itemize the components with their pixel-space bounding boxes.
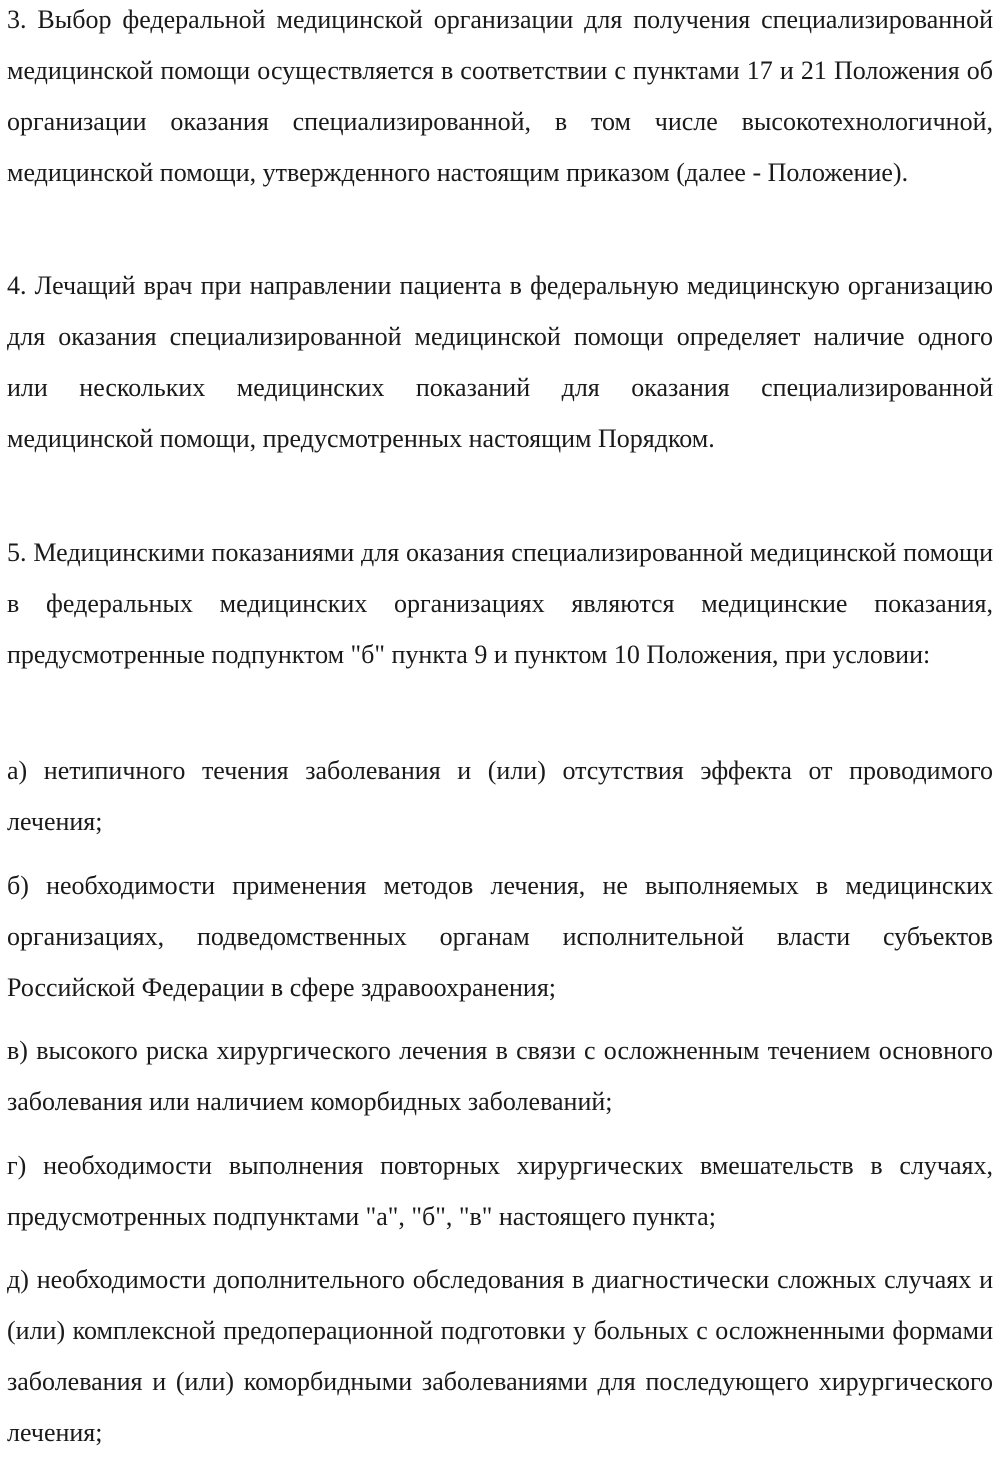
subparagraph-v: в) высокого риска хирургического лечения в связи с осложненным течением основного заболевания или наличием коморбидных заболеваний;: [7, 1036, 993, 1116]
subparagraph-d: д) необходимости дополнительного обследования в диагностически сложных случаях и (или) комплексной предоперационной подготовки у больных с осложненными формами заболевания и (или) коморбидными заболеваниями для последующего хирургического лечения;: [7, 1265, 993, 1447]
subparagraph-a: а) нетипичного течения заболевания и (или) отсутствия эффекта от проводимого лечения;: [7, 756, 993, 836]
paragraph-3: 3. Выбор федеральной медицинской организации для получения специализированной медицинской помощи осуществляется в соответствии с пунктами 17 и 21 Положения об организации оказания специализированной, в том числе высокотехнологичной, медицинской помощи, утвержденного настоящим приказом (далее - Положение).: [7, 5, 993, 187]
paragraph-4: 4. Лечащий врач при направлении пациента в федеральную медицинскую организацию для оказания специализированной медицинской помощи определяет наличие одного или нескольких медицинских показаний для оказания специализированной медицинской помощи, предусмотренных настоящим Порядком.: [7, 271, 993, 453]
paragraph-5: 5. Медицинскими показаниями для оказания специализированной медицинской помощи в федеральных медицинских организациях являются медицинские показания, предусмотренные подпунктом "б" пункта 9 и пунктом 10 Положения, при условии:: [7, 538, 993, 669]
subparagraph-b: б) необходимости применения методов лечения, не выполняемых в медицинских организациях, подведомственных органам исполнительной власти субъектов Российской Федерации в сфере здравоохранения;: [7, 871, 993, 1002]
subparagraph-g: г) необходимости выполнения повторных хирургических вмешательств в случаях, предусмотренных подпунктами "а", "б", "в" настоящего пункта;: [7, 1151, 993, 1231]
